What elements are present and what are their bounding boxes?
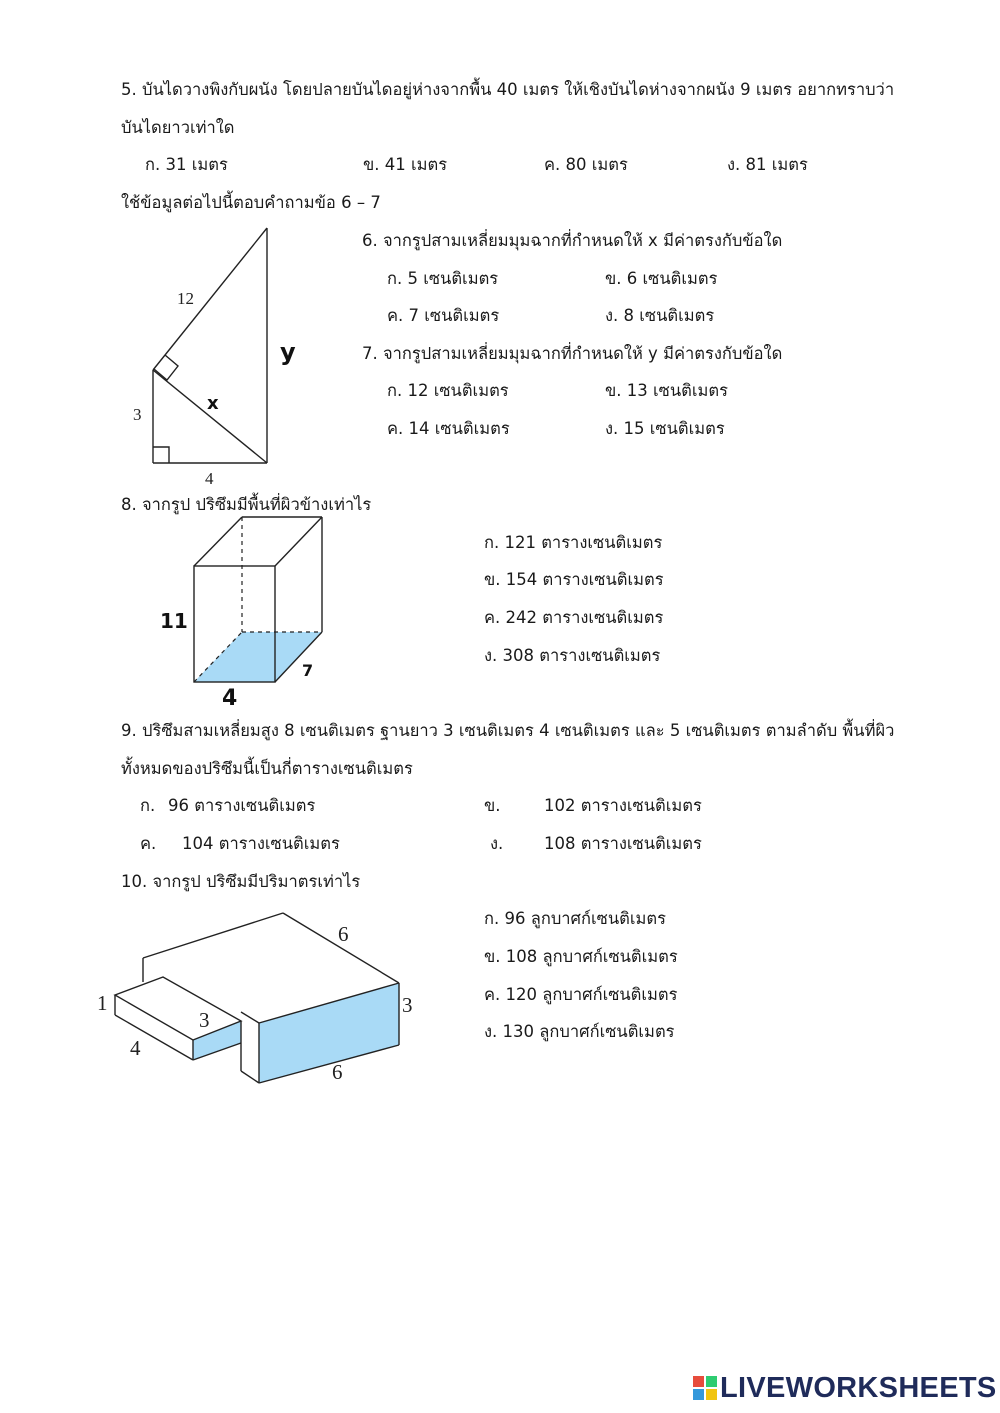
q8-text: 8. จากรูป ปริซึมมีพื้นที่ผิวข้างเท่าไร [121,495,372,514]
q7-text: 7. จากรูปสามเหลี่ยมมุมฉากที่กำหนดให้ y มีค่าตรงกับข้อใด [362,344,783,363]
q6-choice-c[interactable]: ค. 7 เซนติเมตร [387,306,500,325]
large-box-right-face [259,983,399,1083]
triangle-label-3: 3 [133,405,142,424]
q8-choice-a[interactable]: ก. 121 ตารางเซนติเมตร [484,533,663,552]
q6-choice-d[interactable]: ง. 8 เซนติเมตร [605,306,715,325]
liveworksheets-brand-text: LIVEWORKSHEETS [720,1371,997,1404]
prism-label-4: 4 [222,686,238,711]
q5-text-line2: บันไดยาวเท่าใด [121,118,235,137]
prism-label-11: 11 [160,609,188,633]
composite-label-small-3: 3 [199,1008,210,1032]
q6-choice-b[interactable]: ข. 6 เซนติเมตร [605,269,718,288]
triangle-label-4: 4 [205,469,214,488]
q10-choice-b[interactable]: ข. 108 ลูกบาศก์เซนติเมตร [484,947,678,966]
composite-label-small-1: 1 [97,991,108,1015]
q9-choice-b-answer[interactable]: 102 ตารางเซนติเมตร [544,796,702,815]
prism-label-7: 7 [302,661,314,680]
q7-choice-a[interactable]: ก. 12 เซนติเมตร [387,381,509,400]
q9-choice-a-answer[interactable]: 96 ตารางเซนติเมตร [168,796,316,815]
q5-choice-a[interactable]: ก. 31 เมตร [145,155,228,174]
q5-choice-b[interactable]: ข. 41 เมตร [363,155,448,174]
q6-text: 6. จากรูปสามเหลี่ยมมุมฉากที่กำหนดให้ x มีค่าตรงกับข้อใด [362,231,783,250]
liveworksheets-logo-icon [693,1376,717,1400]
q8-choice-b[interactable]: ข. 154 ตารางเซนติเมตร [484,570,664,589]
q9-choice-b-letter[interactable]: ข. [484,796,501,815]
q5-choice-d[interactable]: ง. 81 เมตร [727,155,808,174]
q8-choice-c[interactable]: ค. 242 ตารางเซนติเมตร [484,608,664,627]
q9-choice-d-answer[interactable]: 108 ตารางเซนติเมตร [544,834,702,853]
q7-choice-c[interactable]: ค. 14 เซนติเมตร [387,419,510,438]
composite-label-right-3: 3 [402,993,413,1017]
q7-choice-d[interactable]: ง. 15 เซนติเมตร [605,419,725,438]
q5-text-line1: 5. บันไดวางพิงกับผนัง โดยปลายบันไดอยู่ห่างจากพื้น 40 เมตร ให้เชิงบันไดห่างจากผนัง 9 เมตร อยากทราบว่า [121,80,895,99]
q10-choice-a[interactable]: ก. 96 ลูกบาศก์เซนติเมตร [484,909,666,928]
q8-choice-d[interactable]: ง. 308 ตารางเซนติเมตร [484,646,661,665]
q9-choice-d-letter[interactable]: ง. [490,834,504,853]
composite-label-top-6: 6 [338,922,349,946]
shared-note-6-7: ใช้ข้อมูลต่อไปนี้ตอบคำถามข้อ 6 – 7 [121,193,381,212]
q10-choice-d[interactable]: ง. 130 ลูกบาศก์เซนติเมตร [484,1022,675,1041]
q10-text: 10. จากรูป ปริซึมมีปริมาตรเท่าไร [121,872,361,891]
q7-choice-b[interactable]: ข. 13 เซนติเมตร [605,381,728,400]
q9-choice-c-letter[interactable]: ค. [140,834,157,853]
q10-choice-c[interactable]: ค. 120 ลูกบาศก์เซนติเมตร [484,985,678,1004]
composite-label-bottom-6: 6 [332,1060,343,1084]
q9-text-line1: 9. ปริซึมสามเหลี่ยมสูง 8 เซนติเมตร ฐานยาว 3 เซนติเมตร 4 เซนติเมตร และ 5 เซนติเมตร ตามลำดับ พื้นที่ผิว [121,721,895,740]
triangle-label-y: y [280,338,296,366]
q6-choice-a[interactable]: ก. 5 เซนติเมตร [387,269,499,288]
q9-text-line2: ทั้งหมดของปริซึมนี้เป็นกี่ตารางเซนติเมตร [121,759,413,778]
liveworksheets-brand[interactable] [693,1373,997,1403]
q9-choice-c-answer[interactable]: 104 ตารางเซนติเมตร [182,834,340,853]
q9-choice-a-letter[interactable]: ก. [140,796,156,815]
triangle-label-12: 12 [177,289,194,308]
composite-label-small-4: 4 [130,1036,141,1060]
triangle-label-x: x [207,393,219,414]
q5-choice-c[interactable]: ค. 80 เมตร [544,155,628,174]
